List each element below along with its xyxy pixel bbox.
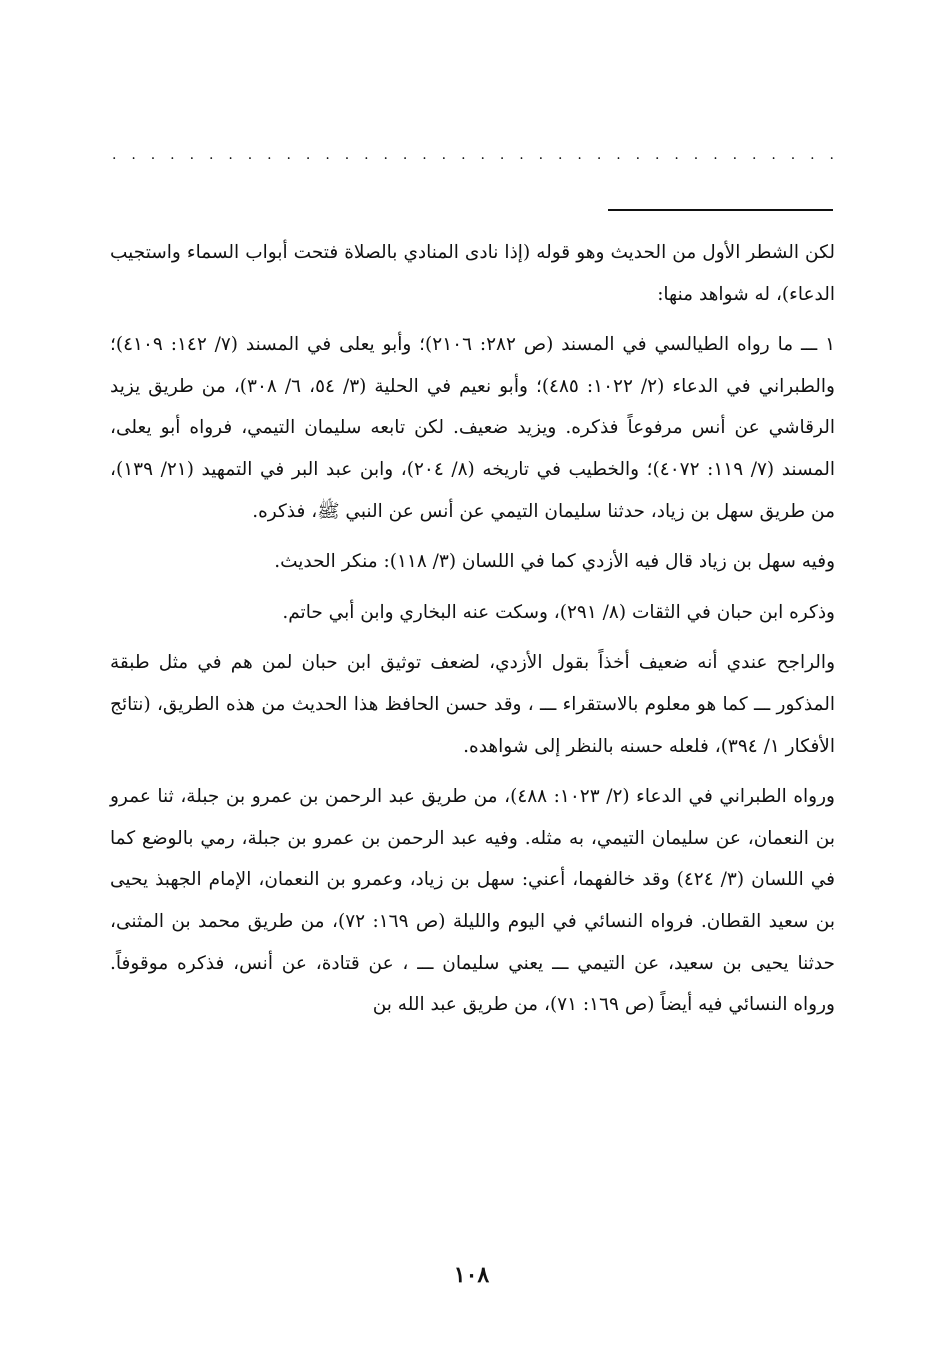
page-number: ١٠٨: [453, 1262, 490, 1288]
dotted-separator: . . . . . . . . . . . . . . . . . . . . . . . . . . . . . . . . . . . . . .: [112, 147, 834, 163]
paragraph-5: والراجح عندي أنه ضعيف أخذاً بقول الأزدي، لضعف توثيق ابن حبان لمن هم في مثل طبقة المذكور ـــ كما هو معلوم بالاستقراء ـــ ، وقد حسن الحافظ هذا الحديث من هذه الطريق، (نتائج الأفكار ١/ ٣٩٤)، فلعله حسنه بالنظر إلى شواهده.: [110, 652, 835, 757]
footnote-rule: [608, 209, 833, 211]
paragraph-3: وفيه سهل بن زياد قال فيه الأزدي كما في اللسان (٣/ ١١٨): منكر الحديث.: [274, 551, 835, 573]
paragraph-1: لكن الشطر الأول من الحديث وهو قوله (إذا نادى المنادي بالصلاة فتحت أبواب السماء واستجيب الدعاء)، له شواهد منها:: [110, 242, 835, 305]
footnote-body: [110, 232, 835, 1035]
paragraph-4: وذكره ابن حبان في الثقات (٨/ ٢٩١)، وسكت عنه البخاري وابن أبي حاتم.: [282, 601, 835, 623]
paragraph-6: ورواه الطبراني في الدعاء (٢/ ١٠٢٣: ٤٨٨)، من طريق عبد الرحمن بن عمرو بن جبلة، ثنا عمرو بن النعمان، عن سليمان التيمي، به مثله. وفيه عبد الرحمن بن عمرو بن جبلة، رمي بالوضع كما في اللسان (٣/ ٤٢٤) وقد خالفهما، أعني: سهل بن زياد، وعمرو بن النعمان، الإمام الجهبذ يحيى بن سعيد القطان. فرواه النسائي في اليوم والليلة (ص ١٦٩: ٧٢)، من طريق محمد بن المثنى، حدثنا يحيى بن سعيد، عن التيمي ـــ يعني سليمان ـــ ، عن قتادة، عن أنس، فذكره موقوفاً. ورواه النسائي فيه أيضاً (ص ١٦٩: ٧١)، من طريق عبد الله بن: [110, 786, 835, 1016]
paragraph-2: ١ ـــ ما رواه الطيالسي في المسند (ص ٢٨٢: ٢١٠٦)؛ وأبو يعلى في المسند (٧/ ١٤٢: ٤١٠٩)؛ والطبراني في الدعاء (٢/ ١٠٢٢: ٤٨٥)؛ وأبو نعيم في الحلية (٣/ ٥٤، ٦/ ٣٠٨)، من طريق يزيد الرقاشي عن أنس مرفوعاً فذكره. ويزيد ضعيف. لكن تابعه سليمان التيمي، فرواه أبو يعلى، المسند (٧/ ١١٩: ٤٠٧٢)؛ والخطيب في تاريخه (٨/ ٢٠٤)، وابن عبد البر في التمهيد (٢١/ ١٣٩)، من طريق سهل بن زياد، حدثنا سليمان التيمي عن أنس عن النبي ﷺ، فذكره.: [110, 334, 835, 522]
